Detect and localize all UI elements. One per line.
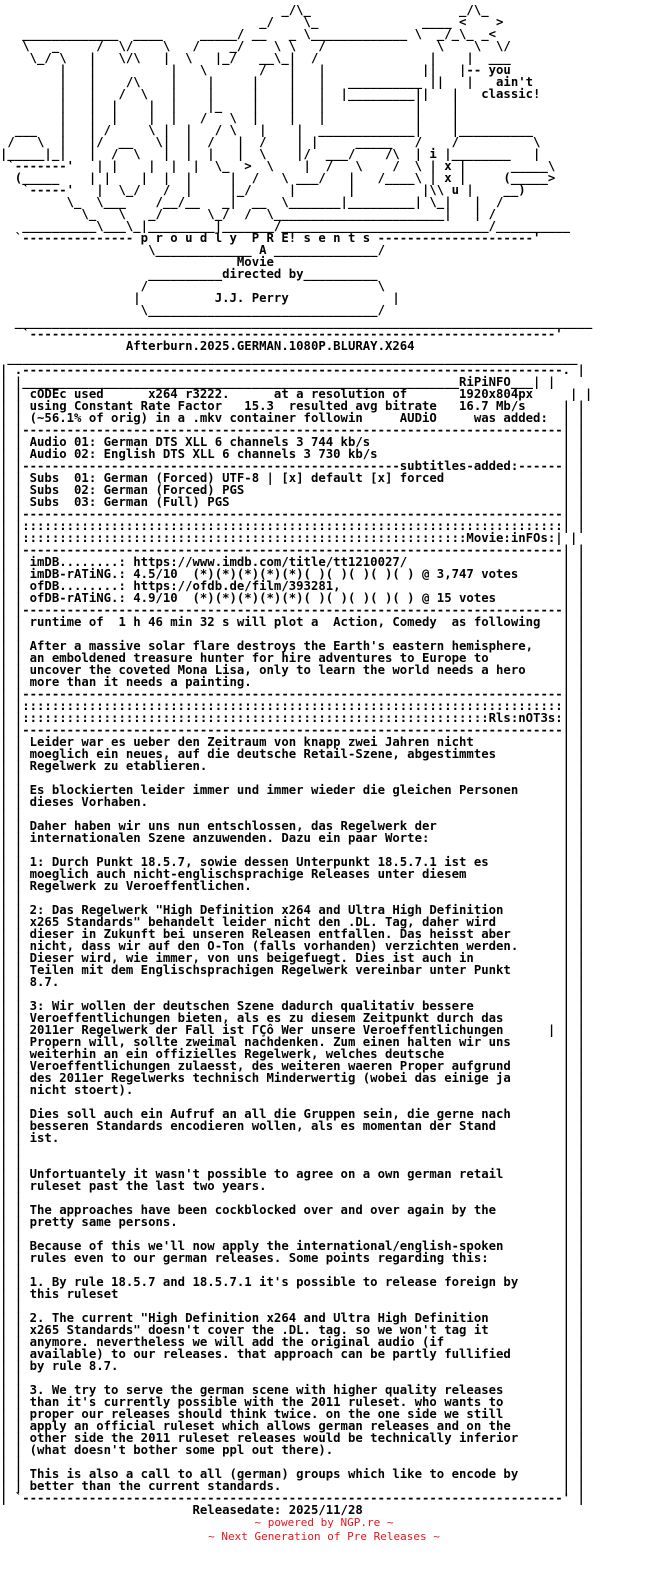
nfo-line: | | /\ | | | | | __________ || | ain't xyxy=(0,75,534,89)
tagline: ~ Next Generation of Pre Releases ~ xyxy=(208,1530,440,1543)
nfo-line: | | than it's currently possible with the 2011 ruleset. who wants to | | xyxy=(0,1395,585,1409)
nfo-line: | | imDB........: https://www.imdb.com/title/tt1210027/ | | xyxy=(0,555,585,569)
nfo-line: \_______________________________/ xyxy=(0,303,385,317)
nfo-line: | | | | xyxy=(0,627,585,641)
nfo-line: | `-------------------------------------------------------------------------' | xyxy=(0,1491,585,1505)
nfo-line: | |-------------------------------------------------------------------------| | xyxy=(0,687,585,701)
nfo-line: | | des 2011er Regelwerks technisch Minderwertig (wobei das einige ja | | xyxy=(0,1071,585,1085)
nfo-line: / \ xyxy=(0,279,385,293)
nfo-line: \_ \___ /__/__ _| __ \_______|_________| \_| | / xyxy=(0,195,504,209)
nfo-line: | | 1: Durch Punkt 18.5.7, sowie dessen Unterpunkt 18.5.7.1 ist es | | xyxy=(0,855,585,869)
nfo-line: | | 2. The current "High Definition x264 and Ultra High Definition | | xyxy=(0,1311,585,1325)
nfo-line: _/\_ _/\_ xyxy=(0,4,489,17)
nfo-line: | .-------------------------------------------------------------------------. | xyxy=(0,363,585,377)
nfo-line: | | | | | |_ | | | | | xyxy=(0,99,460,113)
nfo-line: | | 3: Wir wollen der deutschen Szene dadurch qualitativ bessere | | xyxy=(0,999,585,1013)
nfo-line: | |-------------------------------------------------------------------------| | xyxy=(0,723,585,737)
nfo-line: | |:::::::::::::::::::::::::::::::::::::::::::::::::::::::::::::::Rls:nOT3s:| | xyxy=(0,711,585,725)
nfo-line: | | After a massive solar flare destroys the Earth's eastern hemisphere, | | xyxy=(0,639,585,653)
nfo-line: | | this ruleset | | xyxy=(0,1287,585,1301)
nfo-line: | | | | xyxy=(0,1227,585,1241)
nfo-line: | | | | xyxy=(0,987,585,1001)
nfo-line: | | Leider war es ueber den Zeitraum von knapp zwei Jahren nicht | | xyxy=(0,735,585,749)
nfo-line: / \ | |/ __ \| | / | / | | _____ / / \ xyxy=(0,135,541,149)
nfo-line: | | Veroeffentlichungen bieten, als es zu diesem Zeitpunkt durch das | | xyxy=(0,1011,585,1025)
nfo-line: | | 8.7. | | xyxy=(0,975,585,989)
nfo-line: | | Audio 01: German DTS XLL 6 channels 3 744 kb/s | | xyxy=(0,435,585,449)
nfo-line: ___ | | / \ | | / \ | | _____________| |__________ xyxy=(0,123,534,137)
nfo-line: | | | | xyxy=(0,807,585,821)
footer xyxy=(0,1516,648,1544)
nfo-line: | | | | xyxy=(0,1095,585,1109)
nfo-line: (_____ | | | | | | / \ ___/ | /____\ | x | (_____> xyxy=(0,171,556,185)
nfo-line: | | | | xyxy=(0,843,585,857)
nfo-line: | | | | xyxy=(0,771,585,785)
nfo-line: | | / \ | | | | | |_________|| | classic! xyxy=(0,87,541,101)
nfo-line: __________directed by__________ xyxy=(0,267,378,281)
nfo-line: | | The approaches have been cockblocked over and over again by the | | xyxy=(0,1203,585,1217)
nfo-line: | | weiterhin an ein offizielles Regelwerk, welches deutsche | | xyxy=(0,1047,585,1061)
nfo-line: | | moeglich ein neues, auf die deutsche Retail-Szene, abgestimmtes | | xyxy=(0,747,585,761)
nfo-line: | | dieser in Zukunft bei unseren Releasen entfallen. Das heisst aber | | xyxy=(0,927,585,941)
nfo-line: | | ist. | | xyxy=(0,1131,585,1145)
nfo-line: ______________________________________________________________________________ xyxy=(0,315,593,329)
powered-by-line: ~ powered by NGP.re ~ xyxy=(254,1516,394,1529)
nfo-line: | |:::::::::::::::::::::::::::::::::::::::::::::::::::::::::::::::::::::::::| | xyxy=(0,699,585,713)
nfo-line: | | Audio 02: English DTS XLL 6 channels 3 730 kb/s | | xyxy=(0,447,585,461)
nfo-line: | | | | xyxy=(0,891,585,905)
nfo-line: \_____________ A ______________/ xyxy=(0,243,385,257)
nfo-line: | | Because of this we'll now apply the international/english-spoken | | xyxy=(0,1239,585,1253)
nfo-line: Movie xyxy=(0,255,274,269)
nfo-line: | | | | xyxy=(0,1371,585,1385)
nfo-line: | | cODEc used x264 r3222. at a resolution of 1920x804px | | xyxy=(0,387,593,401)
nfo-line: | | Es blockierten leider immer und immer wieder die gleichen Personen | | xyxy=(0,783,585,797)
nfo-line: `-------' | | | | | \_ > \ | / \ / \ | x | _____\ xyxy=(0,159,556,173)
nfo-line: | | | | xyxy=(0,1455,585,1469)
nfo-line: | |:::::::::::::::::::::::::::::::::::::::::::::::::::::::::::::::::::::::::| | xyxy=(0,519,585,533)
nfo-line: | |___________________________________________________________RiPiNFO___| | xyxy=(0,375,556,389)
nfo-line: | | | | xyxy=(0,1155,585,1169)
nfo-line: `-----' | \_/ / | |_/ | | |\\ u | __) xyxy=(0,183,526,197)
nfo-line: | | other side the 2011 ruleset releases would be technically inferior | | xyxy=(0,1431,585,1445)
nfo-line: | | | | xyxy=(0,1143,585,1157)
nfo-line: __________\___\_|_________|_______/____________________________/__________ xyxy=(0,219,571,233)
nfo-line: | | ruleset past the last two years. | | xyxy=(0,1179,585,1193)
nfo-line: \ _ / \/ \ / _/ \ \ / \ \ \/ xyxy=(0,39,511,53)
nfo-line: | | x265 Standards" doesn't cover the .DL. tag. so we won't tag it | | xyxy=(0,1323,585,1337)
nfo-line: _/ \_ ____ < > xyxy=(0,15,504,29)
nfo-line: | | using Constant Rate Factor 15.3 resulted avg bitrate 16.7 Mb/s | | xyxy=(0,399,585,413)
nfo-line: | | Subs 02: German (Forced) PGS | | xyxy=(0,483,585,497)
nfo-line: _____________________________________________________________________________ xyxy=(0,351,578,365)
nfo-line: | | pretty same persons. | | xyxy=(0,1215,585,1229)
nfo-line: | | nicht, dass wir auf den O-Ton (falls vorhanden) verzichten werden. | | xyxy=(0,939,585,953)
nfo-line: | | available) to our releases. that approach can be partly fullified | | xyxy=(0,1347,585,1361)
nfo-line: | | better than the current standards. | | xyxy=(0,1479,585,1493)
nfo-line: | | by rule 8.7. | | xyxy=(0,1359,585,1373)
nfo-line: \_ \ _/ \_/ / \_______________________| | / xyxy=(0,207,497,221)
nfo-line: | | anymore. nevertheless we will add the original audio (if | | xyxy=(0,1335,585,1349)
nfo-line: | | | | xyxy=(0,1263,585,1277)
nfo-line: | | | | xyxy=(0,1191,585,1205)
nfo-line: | | besseren Standards encodieren wollen, als es momentan der Stand | | xyxy=(0,1119,585,1133)
nfo-line: | | Dieser wird, wie immer, von uns beigefuegt. Dies ist auch in | | xyxy=(0,951,585,965)
nfo-line: Afterburn.2025.GERMAN.1080P.BLURAY.X264 xyxy=(0,339,415,353)
nfo-line: | |-------------------------------------------------------------------------| | xyxy=(0,507,585,521)
nfo-line: | | 2: Das Regelwerk "High Definition x264 and Ultra High Definition | | xyxy=(0,903,585,917)
nfo-line: | | 3. We try to serve the german scene with higher quality releases | | xyxy=(0,1383,585,1397)
nfo-line: | | Daher haben wir uns nun entschlossen, das Regelwerk der | | xyxy=(0,819,585,833)
nfo-line: | | | | | / \ | | | | | xyxy=(0,111,460,125)
nfo-line: | | 1. By rule 18.5.7 and 18.5.7.1 it's possible to release foreign by | | xyxy=(0,1275,585,1289)
nfo-line: |_____|_| | / \ | | | | \ |/ ___/ /\ | i |________ | xyxy=(0,147,541,161)
nfo-line: | | (what doesn't bother some ppl out there). | | xyxy=(0,1443,585,1457)
nfo-line: | | Propern will, sollte zweimal nachdenken. Zum einen halten wir uns | | xyxy=(0,1035,585,1049)
nfo-line: | |---------------------------------------------------subtitles-added:------| | xyxy=(0,459,585,473)
nfo-line: | | runtime of 1 h 46 min 32 s will plot a Action, Comedy as following | | xyxy=(0,615,585,629)
nfo-line: | | more than it needs a painting. | | xyxy=(0,675,585,689)
nfo-line: | | proper our releases should think twice. on the one side we still | | xyxy=(0,1407,585,1421)
nfo-line: | | an emboldened treasure hunter for hire adventures to Europe to | | xyxy=(0,651,585,665)
nfo-line: | | ofDB........: https://ofdb.de/film/393281, | | xyxy=(0,579,585,593)
nfo-line: | | Teilen mit dem Englischsprachigen Regelwerk vereinbar unter Punkt | | xyxy=(0,963,585,977)
nfo-line: | | apply an official ruleset which allows german releases and on the | | xyxy=(0,1419,585,1433)
nfo-line: Releasedate: 2025/11/28 xyxy=(0,1503,363,1516)
nfo-line: | | imDB-rATiNG.: 4.5/10 (*)(*)(*)(*)(*)( )( )( )( )( ) @ 3,747 votes | | xyxy=(0,567,585,581)
nfo-text-block xyxy=(0,4,648,1516)
nfo-line: | | Regelwerk zu Veroeffentlichen. | | xyxy=(0,879,585,893)
nfo-line: | | Unfortuantely it wasn't possible to agree on a own german retail | | xyxy=(0,1167,585,1181)
nfo-line: `-----------------------------------------------------------------------' xyxy=(0,327,563,341)
nfo-line: | | | \ / | | || |-- you xyxy=(0,63,511,77)
nfo-line: | | This is also a call to all (german) groups which like to encode by | | xyxy=(0,1467,585,1481)
nfo-line: | | Regelwerk zu etablieren. | | xyxy=(0,759,585,773)
nfo-line: | |-------------------------------------------------------------------------| | xyxy=(0,603,585,617)
nfo-line: | | | | xyxy=(0,1299,585,1313)
nfo-line: | | (~56.1% of orig) in a .mkv container followin AUDiO was added: | | xyxy=(0,411,585,425)
nfo-line: _____________ ____ _____/ __ _ \_____________ \ _/_\_ _< xyxy=(0,27,497,41)
nfo-line: | | rules even to our german releases. Some points regarding this: | | xyxy=(0,1251,585,1265)
nfo-line: | | Subs 03: German (Full) PGS | | xyxy=(0,495,585,509)
nfo-line: | |::::::::::::::::::::::::::::::::::::::::::::::::::::::::::::Movie:inFOs:| | xyxy=(0,531,578,545)
nfo-line: | | moeglich auch nicht-englischsprachige Releases unter diesem | | xyxy=(0,867,585,881)
nfo-line: | | Subs 01: German (Forced) UTF-8 | [x] default [x] forced | | xyxy=(0,471,585,485)
nfo-line: | J.J. Perry | xyxy=(0,291,400,305)
nfo-line: | | uncover the coveted Mona Lisa, only to learn the world needs a hero | | xyxy=(0,663,585,677)
nfo-line: | | dieses Vorhaben. | | xyxy=(0,795,585,809)
nfo-line: `--------------- p r o u d l y P R E! s e n t s ---------------------' xyxy=(0,231,541,245)
nfo-line: | | internationalen Szene anzuwenden. Dazu ein paar Worte: | | xyxy=(0,831,585,845)
nfo-line: | | 2011er Regelwerk der Fall ist ΓÇô Wer unsere Veroeffentlichungen | | | xyxy=(0,1023,585,1037)
nfo-line: | | Veroeffentlichungen zulaesst, des weiteren waeren Proper aufgrund | | xyxy=(0,1059,585,1073)
nfo-line: | | nicht stoert). | | xyxy=(0,1083,585,1097)
nfo-line: | | ofDB-rATiNG.: 4.9/10 (*)(*)(*)(*)(*)( )( )( )( )( ) @ 15 votes | | xyxy=(0,591,585,605)
nfo-line: | | Dies soll auch ein Aufruf an all die Gruppen sein, die gerne nach | | xyxy=(0,1107,585,1121)
nfo-line: \_/ \ | \/\ | \ |_/ __\_| / | | ___ xyxy=(0,51,511,65)
nfo-line: | | x265 Standards" behandelt leider nicht den .DL. Tag, daher wird | | xyxy=(0,915,585,929)
nfo-line: | |-------------------------------------------------------------------------| | xyxy=(0,423,585,437)
nfo-line: | |-------------------------------------------------------------------------| | xyxy=(0,543,585,557)
